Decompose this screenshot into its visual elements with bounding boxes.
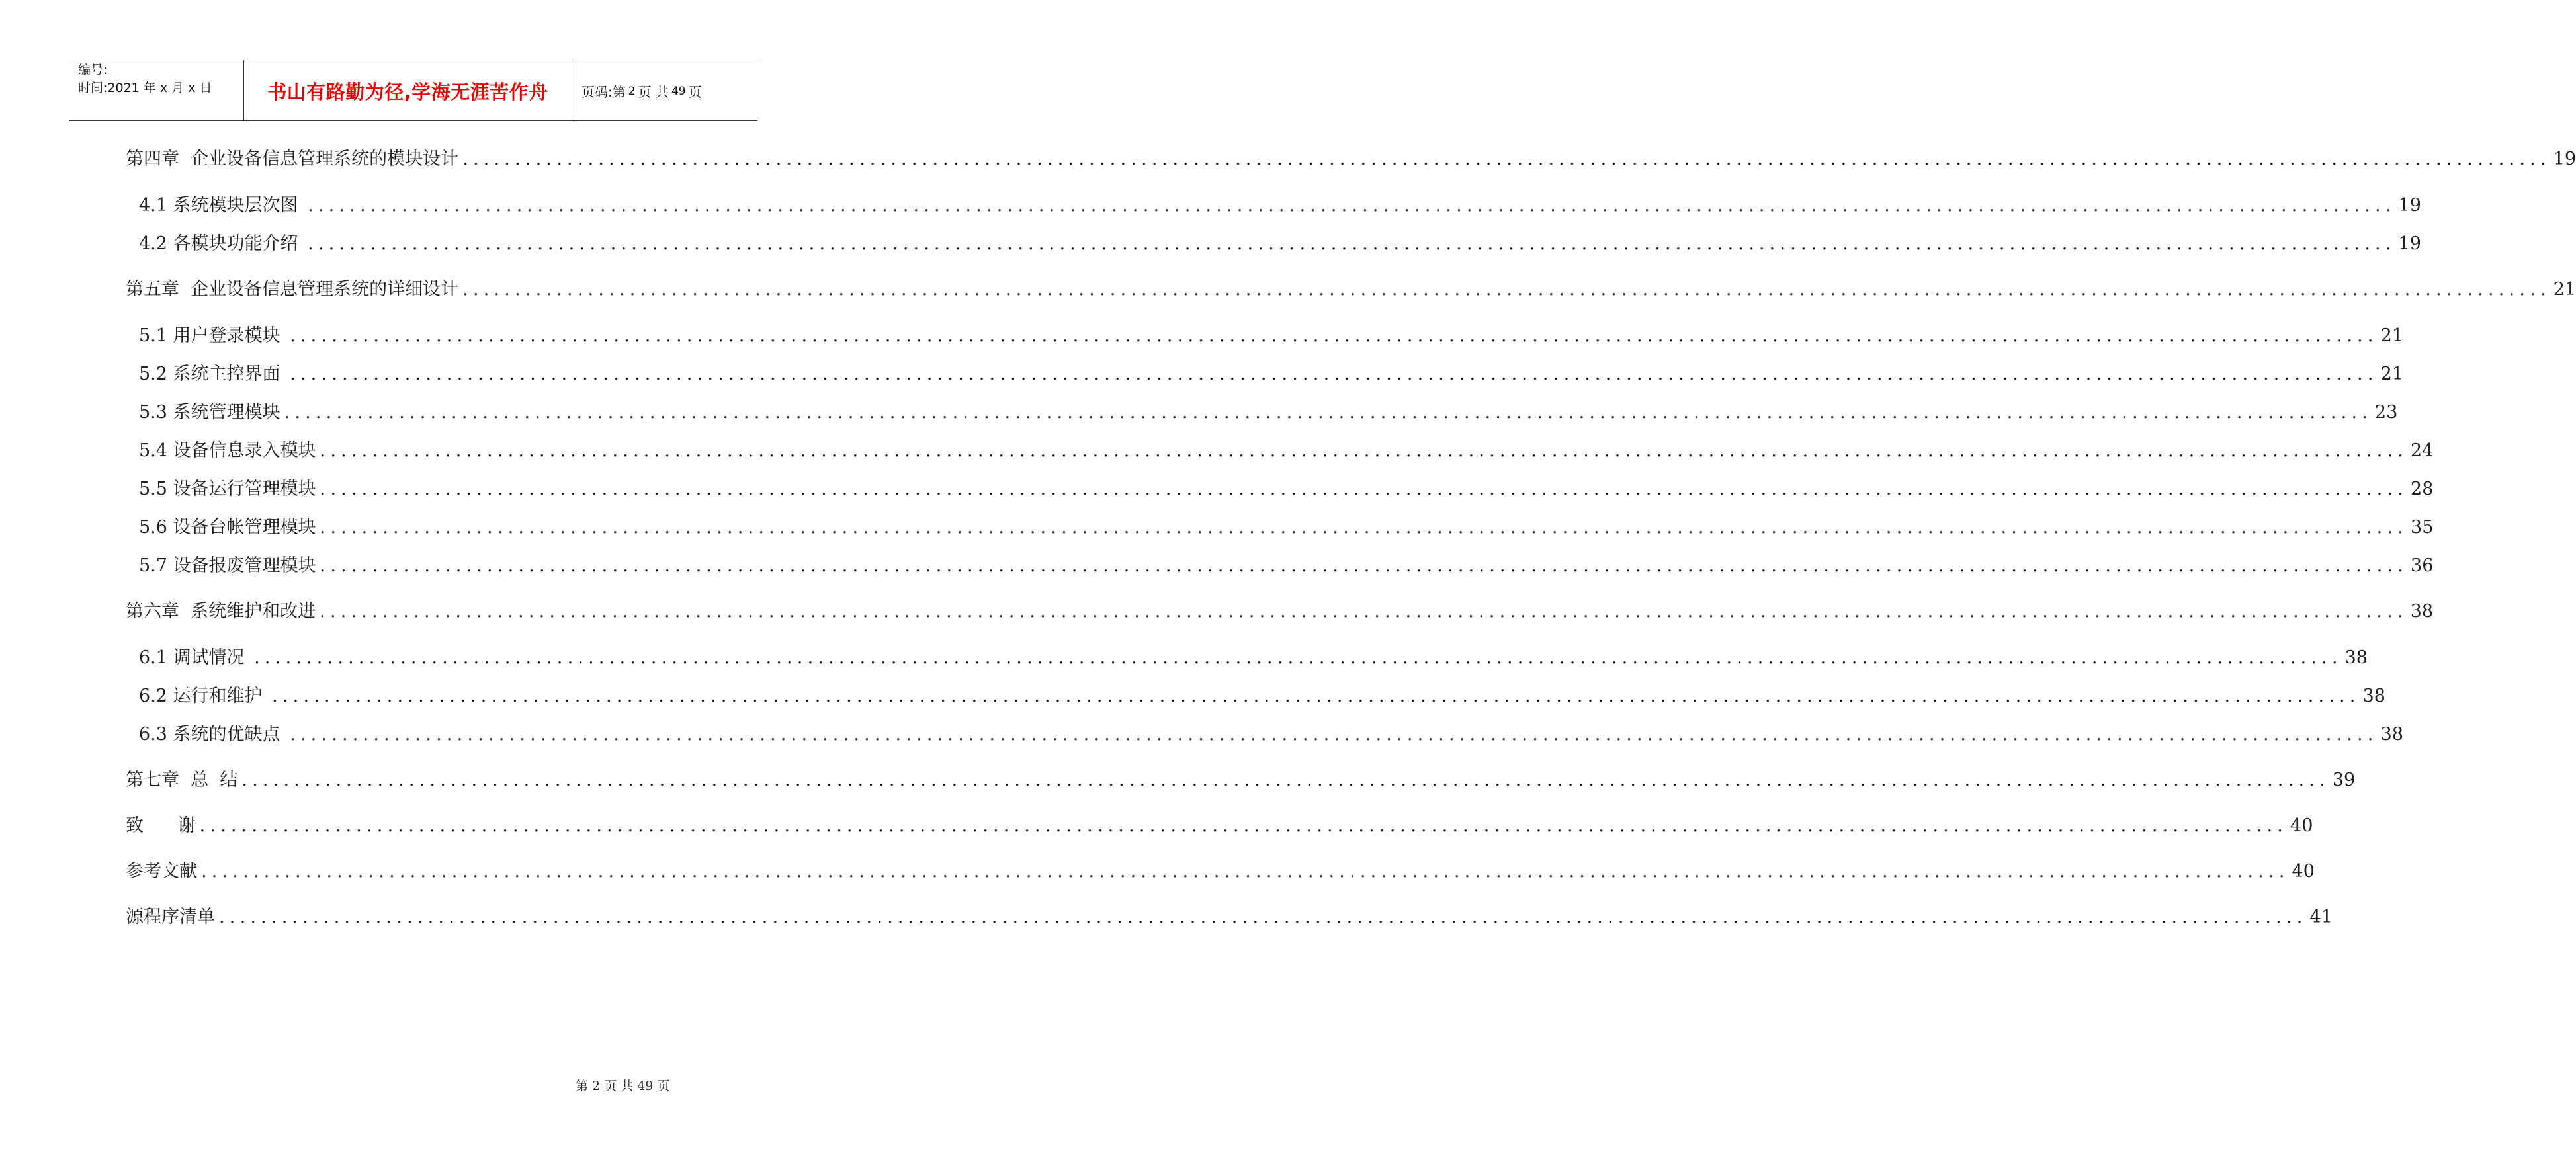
toc-entry-section-5-1[interactable] bbox=[139, 321, 2403, 347]
toc-entry-page: 19 bbox=[2398, 195, 2421, 216]
toc-leader-dots: ........................................................................................................................................................................................................ bbox=[320, 440, 2409, 461]
toc-entry-section-4-1[interactable] bbox=[139, 190, 2421, 217]
toc-entry-title: 5.4 设备信息录入模块 bbox=[139, 440, 316, 461]
toc-leader-dots: ........................................................................................................................................................................................................ bbox=[290, 325, 2378, 346]
toc-leader-dots: ........................................................................................................................................................................................................ bbox=[201, 861, 2290, 882]
toc-entry-page: 21 bbox=[2380, 325, 2403, 346]
page-header bbox=[69, 60, 757, 121]
toc-entry-page: 23 bbox=[2375, 402, 2398, 423]
toc-entry-section-4-2[interactable] bbox=[139, 229, 2421, 255]
toc-entry-section-5-5[interactable] bbox=[139, 474, 2434, 501]
toc-leader-dots: ........................................................................................................................................................................................................ bbox=[241, 770, 2330, 790]
toc-entry-page: 35 bbox=[2411, 517, 2434, 538]
toc-leader-dots: ........................................................................................................................................................................................................ bbox=[462, 149, 2551, 169]
toc-entry-references[interactable] bbox=[126, 856, 2315, 883]
page-label-prefix: 页码:第 bbox=[581, 84, 626, 100]
toc-entry-section-6-3[interactable] bbox=[139, 720, 2403, 746]
toc-entry-title: 6.2 运行和维护 bbox=[139, 686, 269, 706]
toc-entry-section-5-7[interactable] bbox=[139, 551, 2434, 577]
toc-entry-acknowledgements[interactable] bbox=[126, 811, 2313, 837]
toc-entry-page: 41 bbox=[2309, 907, 2333, 927]
toc-leader-dots: ........................................................................................................................................................................................................ bbox=[308, 195, 2396, 216]
toc-entry-title: 第四章 企业设备信息管理系统的模块设计 bbox=[126, 149, 459, 169]
page-current: 2 bbox=[628, 84, 636, 98]
toc-entry-title: 5.5 设备运行管理模块 bbox=[139, 479, 316, 499]
toc-leader-dots: ........................................................................................................................................................................................................ bbox=[320, 517, 2409, 538]
header-page-info bbox=[572, 60, 757, 120]
toc-entry-title: 4.2 各模块功能介绍 bbox=[139, 233, 304, 254]
toc-entry-section-5-3[interactable] bbox=[139, 397, 2398, 424]
toc-entry-title: 4.1 系统模块层次图 bbox=[139, 195, 304, 216]
toc-entry-page: 38 bbox=[2362, 686, 2385, 706]
toc-leader-dots: ........................................................................................................................................................................................................ bbox=[320, 601, 2408, 622]
page-label-mid: 页 共 bbox=[638, 84, 669, 100]
header-meta bbox=[69, 60, 244, 120]
document-time-label: 时间:2021 年 x 月 x 日 bbox=[78, 81, 212, 95]
toc-entry-section-6-1[interactable] bbox=[139, 643, 2368, 669]
page-footer: 第 2 页 共 49 页 bbox=[576, 1079, 670, 1093]
header-motto-cell bbox=[244, 60, 572, 120]
toc-entry-section-5-6[interactable] bbox=[139, 513, 2434, 539]
document-number-label: 编号: bbox=[78, 63, 108, 77]
toc-entry-title: 6.3 系统的优缺点 bbox=[139, 724, 286, 745]
toc-entry-page: 28 bbox=[2411, 479, 2434, 499]
toc-leader-dots: ........................................................................................................................................................................................................ bbox=[199, 815, 2288, 836]
toc-entry-page: 38 bbox=[2344, 647, 2368, 668]
toc-entry-page: 21 bbox=[2553, 279, 2576, 300]
toc-leader-dots: ........................................................................................................................................................................................................ bbox=[290, 724, 2378, 745]
toc-leader-dots: ........................................................................................................................................................................................................ bbox=[320, 556, 2409, 576]
toc-leader-dots: ........................................................................................................................................................................................................ bbox=[272, 686, 2360, 706]
toc-entry-page: 19 bbox=[2398, 233, 2421, 254]
toc-entry-section-6-2[interactable] bbox=[139, 681, 2385, 708]
toc-leader-dots: ........................................................................................................................................................................................................ bbox=[320, 479, 2409, 499]
toc-entry-chapter-4[interactable] bbox=[126, 144, 2576, 171]
toc-entry-title: 参考文献 bbox=[126, 861, 197, 882]
toc-entry-page: 40 bbox=[2292, 861, 2315, 882]
toc-entry-title: 第五章 企业设备信息管理系统的详细设计 bbox=[126, 279, 459, 300]
page-label-suffix: 页 bbox=[688, 84, 702, 100]
toc-entry-page: 38 bbox=[2380, 724, 2403, 745]
motto-text: 书山有路勤为径,学海无涯苦作舟 bbox=[267, 81, 548, 103]
toc-entry-section-5-2[interactable] bbox=[139, 359, 2403, 386]
toc-entry-page: 39 bbox=[2332, 770, 2356, 790]
toc-entry-title: 6.1 调试情况 bbox=[139, 647, 251, 668]
toc-entry-page: 38 bbox=[2410, 601, 2434, 622]
toc-leader-dots: ........................................................................................................................................................................................................ bbox=[462, 279, 2551, 300]
toc-entry-chapter-6[interactable] bbox=[126, 597, 2434, 623]
toc-entry-title: 源程序清单 bbox=[126, 907, 215, 927]
toc-entry-title: 5.6 设备台帐管理模块 bbox=[139, 517, 316, 538]
toc-leader-dots: ........................................................................................................................................................................................................ bbox=[219, 907, 2307, 927]
toc-entry-section-5-4[interactable] bbox=[139, 436, 2434, 462]
toc-leader-dots: ........................................................................................................................................................................................................ bbox=[290, 364, 2378, 384]
toc-entry-page: 21 bbox=[2380, 364, 2403, 384]
toc-entry-page: 19 bbox=[2553, 149, 2576, 169]
toc-entry-title: 第七章 总 结 bbox=[126, 770, 238, 790]
toc-entry-title: 致 谢 bbox=[126, 815, 196, 836]
toc-entry-title: 5.7 设备报废管理模块 bbox=[139, 556, 316, 576]
toc-entry-page: 36 bbox=[2411, 556, 2434, 576]
toc-entry-title: 5.3 系统管理模块 bbox=[139, 402, 280, 423]
page-total: 49 bbox=[671, 84, 686, 98]
toc-entry-page: 40 bbox=[2290, 815, 2313, 836]
toc-leader-dots: ........................................................................................................................................................................................................ bbox=[284, 402, 2373, 423]
toc-entry-source-listing[interactable] bbox=[126, 902, 2333, 929]
toc-entry-chapter-7[interactable] bbox=[126, 765, 2356, 792]
toc-entry-page: 24 bbox=[2411, 440, 2434, 461]
toc-leader-dots: ........................................................................................................................................................................................................ bbox=[308, 233, 2396, 254]
toc-leader-dots: ........................................................................................................................................................................................................ bbox=[254, 647, 2342, 668]
toc-entry-title: 5.1 用户登录模块 bbox=[139, 325, 286, 346]
toc-entry-title: 5.2 系统主控界面 bbox=[139, 364, 286, 384]
toc-entry-title: 第六章 系统维护和改进 bbox=[126, 601, 316, 622]
toc-entry-chapter-5[interactable] bbox=[126, 274, 2576, 301]
